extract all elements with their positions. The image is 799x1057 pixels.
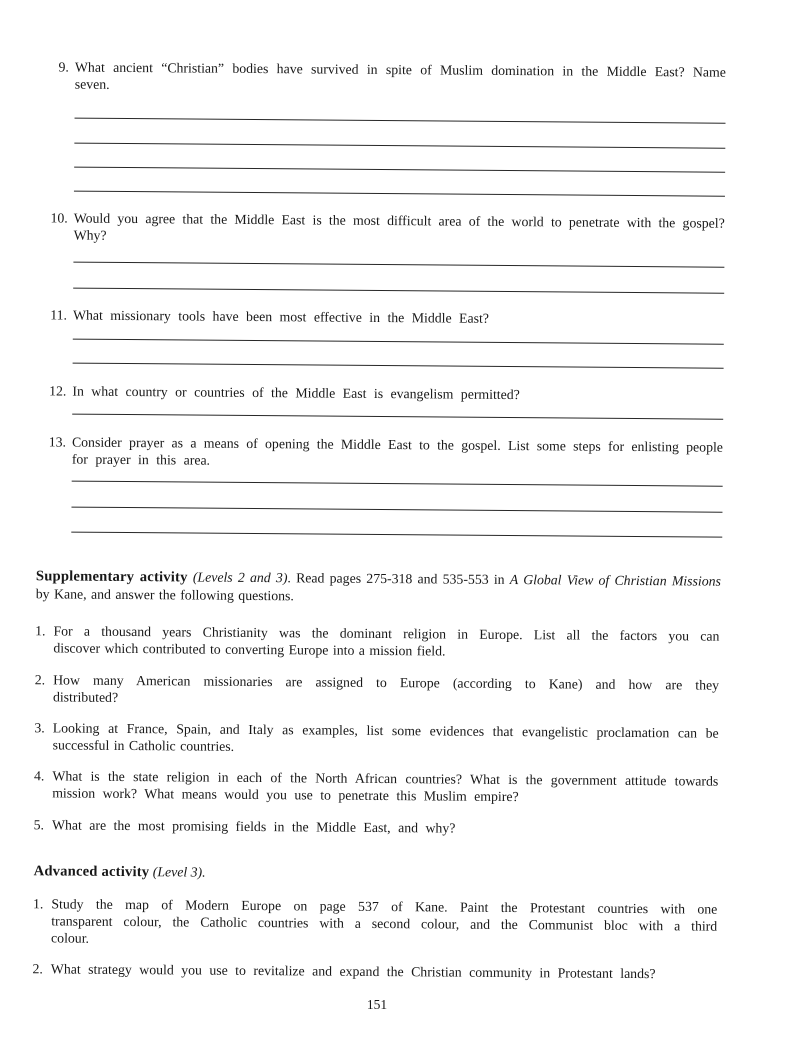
supplementary-question-2 <box>25 671 794 711</box>
question-text: What missionary tools have been most effective in the Middle East? <box>72 307 490 326</box>
question-text: Study the map of Modern Europe on page 537 of Kane. Paint the Protestant countries with one transparent colour, the Catholic countries with a second colour, and the Communist bloc with a third colour. <box>51 896 718 946</box>
question-number: 11. <box>50 307 68 323</box>
supplementary-questions-section <box>0 622 795 839</box>
supplementary-level-label: (Levels 2 and 3) <box>192 569 288 586</box>
question-body <box>73 210 725 294</box>
question-text: What ancient “Christian” bodies have survived in spite of Muslim domination in the Middle East? Name seven. <box>74 59 726 92</box>
middle-east-questions-section <box>0 58 799 538</box>
answer-blanks <box>72 402 723 420</box>
page-content <box>0 58 799 983</box>
question-number: 1. <box>35 623 46 639</box>
answer-blanks <box>73 326 724 369</box>
advanced-question-2 <box>23 960 792 983</box>
answer-blank-line <box>74 168 725 197</box>
advanced-activity-heading <box>34 862 719 885</box>
supplementary-question-5 <box>24 816 793 839</box>
supplementary-activity-heading <box>36 567 721 607</box>
question-number: 2. <box>32 961 43 977</box>
question-number: 10. <box>50 210 68 226</box>
question-number: 5. <box>33 817 45 833</box>
question-text: Looking at France, Spain, and Italy as examples, list some evidences that evangelistic proclamation can be successful in Catholic countries. <box>52 720 719 754</box>
question-body <box>73 307 724 369</box>
question-text: How many American missionaries are assigned to Europe (according to Kane) and how are they distributed? <box>52 672 720 705</box>
answer-blanks <box>74 95 726 197</box>
question-number: 12. <box>49 383 67 399</box>
supplementary-instruction: . Read pages 275-318 and 535-553 in <box>287 570 510 588</box>
question-number: 2. <box>34 672 46 688</box>
advanced-heading-label: Advanced activity <box>33 863 150 881</box>
advanced-question-1 <box>23 895 792 952</box>
question-body <box>53 622 719 661</box>
question-body <box>52 767 718 806</box>
question-13 <box>36 433 796 538</box>
page-number: 151 <box>366 997 388 1012</box>
question-text: For a thousand years Christianity was the dominant religion in Europe. List all the factors you can discover which contributed to converting Europe into a mission field. <box>53 623 720 659</box>
book-title: A Global View of Christian Missions <box>509 572 721 589</box>
question-9 <box>39 58 799 197</box>
question-11 <box>38 306 797 369</box>
answer-blank-line <box>71 508 722 538</box>
supplementary-heading-label: Supplementary activity <box>35 568 188 586</box>
question-body <box>71 434 723 538</box>
answer-blank-line <box>72 402 723 420</box>
question-body <box>53 719 719 758</box>
question-text: In what country or countries of the Middle East is evangelism permitted? <box>72 383 520 403</box>
question-body <box>51 895 717 951</box>
question-text: What is the state religion in each of the North African countries? What is the government attitude towards mission work? What means would you use to penetrate this Muslim empire? <box>52 768 719 805</box>
question-text: What strategy would you use to revitalize and expand the Christian community in Protestant lands? <box>50 961 656 982</box>
supplementary-question-1 <box>25 622 794 662</box>
advanced-level-label: (Level 3). <box>152 864 206 880</box>
answer-blanks <box>73 246 724 294</box>
supplementary-question-3 <box>25 719 794 759</box>
question-body <box>72 383 723 420</box>
supplementary-instruction-tail: by Kane, and answer the following questions. <box>35 586 294 604</box>
question-number: 3. <box>34 720 45 736</box>
question-number: 1. <box>32 896 44 912</box>
question-body <box>52 816 718 838</box>
question-12 <box>37 382 796 420</box>
question-text: What are the most promising fields in the Middle East, and why? <box>51 817 456 836</box>
question-number: 9. <box>58 59 69 75</box>
question-number: 13. <box>48 434 67 450</box>
answer-blank-line <box>73 340 724 369</box>
answer-blanks <box>71 470 722 538</box>
question-body <box>74 59 726 197</box>
question-text: Would you agree that the Middle East is the most difficult area of the world to penetrate with the gospel? Why? <box>73 210 725 243</box>
supplementary-question-4 <box>24 767 793 807</box>
answer-blank-line <box>73 263 724 294</box>
advanced-questions-section <box>0 895 792 983</box>
question-body <box>51 960 717 982</box>
question-body <box>53 671 719 710</box>
question-text: Consider prayer as a means of opening the Middle East to the gospel. List some steps for enlisting people for prayer in this area. <box>71 434 724 468</box>
question-number: 4. <box>33 768 45 784</box>
question-10 <box>38 209 798 294</box>
